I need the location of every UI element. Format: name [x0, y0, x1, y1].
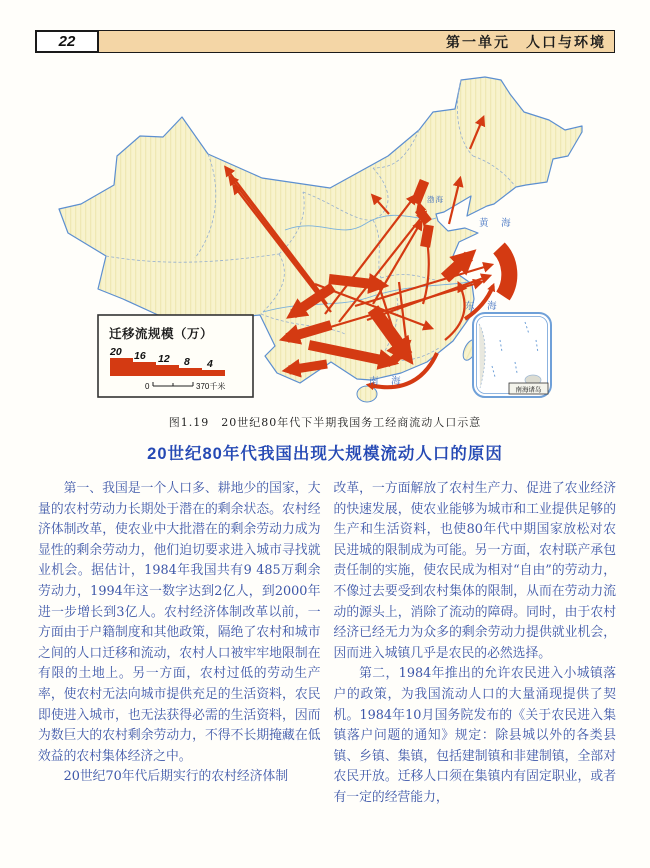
bohai-label: 渤海 [427, 195, 444, 204]
right-column [334, 479, 617, 809]
svg-text:12: 12 [158, 353, 170, 365]
map-legend [98, 315, 253, 397]
china-migration-map [55, 72, 585, 412]
map-svg [55, 72, 585, 412]
svg-text:8: 8 [184, 356, 190, 368]
svg-text:20: 20 [110, 346, 122, 358]
svg-text:16: 16 [134, 350, 146, 362]
hainan-island [357, 386, 377, 402]
legend-title: 迁移流规模（万） [109, 327, 214, 341]
scale-zero: 0 [145, 382, 150, 391]
page-header [35, 30, 615, 53]
scale-length: 370千米 [196, 382, 226, 391]
nanhai-inset [473, 313, 551, 397]
paragraph: 改革，一方面解放了农村生产力、促进了农业经济的快速发展，使农业能够为城市和工业提供足够的生产和生活资料，也使80年代中期国家放松对农民进城的限制成为可能。另一方面，农村联产承包责任制的实施，使农民成为相对“自由”的劳动力，不像过去要受到农村集体的限制，从而在劳动力流动的源头上，消除了流动的障碍。同时，由于农村经济已经无力为众多的剩余劳动力提供就业机会，因而进入城镇几乎是农民的必然选择。 [333, 481, 616, 661]
svg-text:4: 4 [207, 358, 213, 370]
figure-caption: 图1.19 20世纪80年代下半期我国务工经商流动人口示意 [168, 416, 482, 429]
delta-fan [499, 248, 509, 296]
section-title: 20世纪80年代我国出现大规模流动人口的原因 [147, 445, 503, 463]
paragraph: 第一、我国是一个人口多、耕地少的国家，大量的农村劳动力长期处于潜在的剩余状态。农村经济体制改革，使农业中大批潜在的剩余劳动力成为显性的剩余劳动力，他们迫切要求进入城市寻找就业机会。据估计，1984年我国共有9 485万剩余劳动力，1994年这一数字达到2亿人，到2000年进一步增长到3亿人。农村经济体制改革以前，一方面由于户籍制度和其他政策，隔绝了农村和城市之间的人口迁移和流动，农村人口被牢牢地限制在有限的土地上。另一方面，农村过低的劳动生产率，使农村无法向城市提供充足的生活资料，农民即使进入城市，也无法获得必需的生活资料，因而为数巨大的农村剩余劳动力，不得不长期掩藏在低效益的农村集体经济之中。 [38, 481, 321, 764]
huanghai-label: 黄 海 [479, 218, 516, 229]
page-number: 22 [35, 30, 99, 53]
article-body [38, 479, 616, 809]
left-column [38, 479, 321, 809]
unit-header-bar: 第一单元 人口与环境 [99, 30, 615, 53]
paragraph: 第二，1984年推出的允许农民进入小城镇落户的政策，为我国流动人口的大量涌现提供了契机。1984年10月国务院发布的《关于农民进入集镇落户问题的通知》规定：除县城以外的各类县镇、乡镇、集镇，包括建制镇和非建制镇，全部对农民开放。迁移人口须在集镇内有固定职业，或者有一定的经营能力， [333, 666, 616, 805]
inset-label: 南海诸岛 [515, 386, 542, 394]
donghai-label: 东 海 [465, 301, 502, 312]
paragraph: 20世纪70年代后期实行的农村经济体制 [63, 769, 289, 785]
nanhai-label: 南 海 [369, 376, 406, 387]
